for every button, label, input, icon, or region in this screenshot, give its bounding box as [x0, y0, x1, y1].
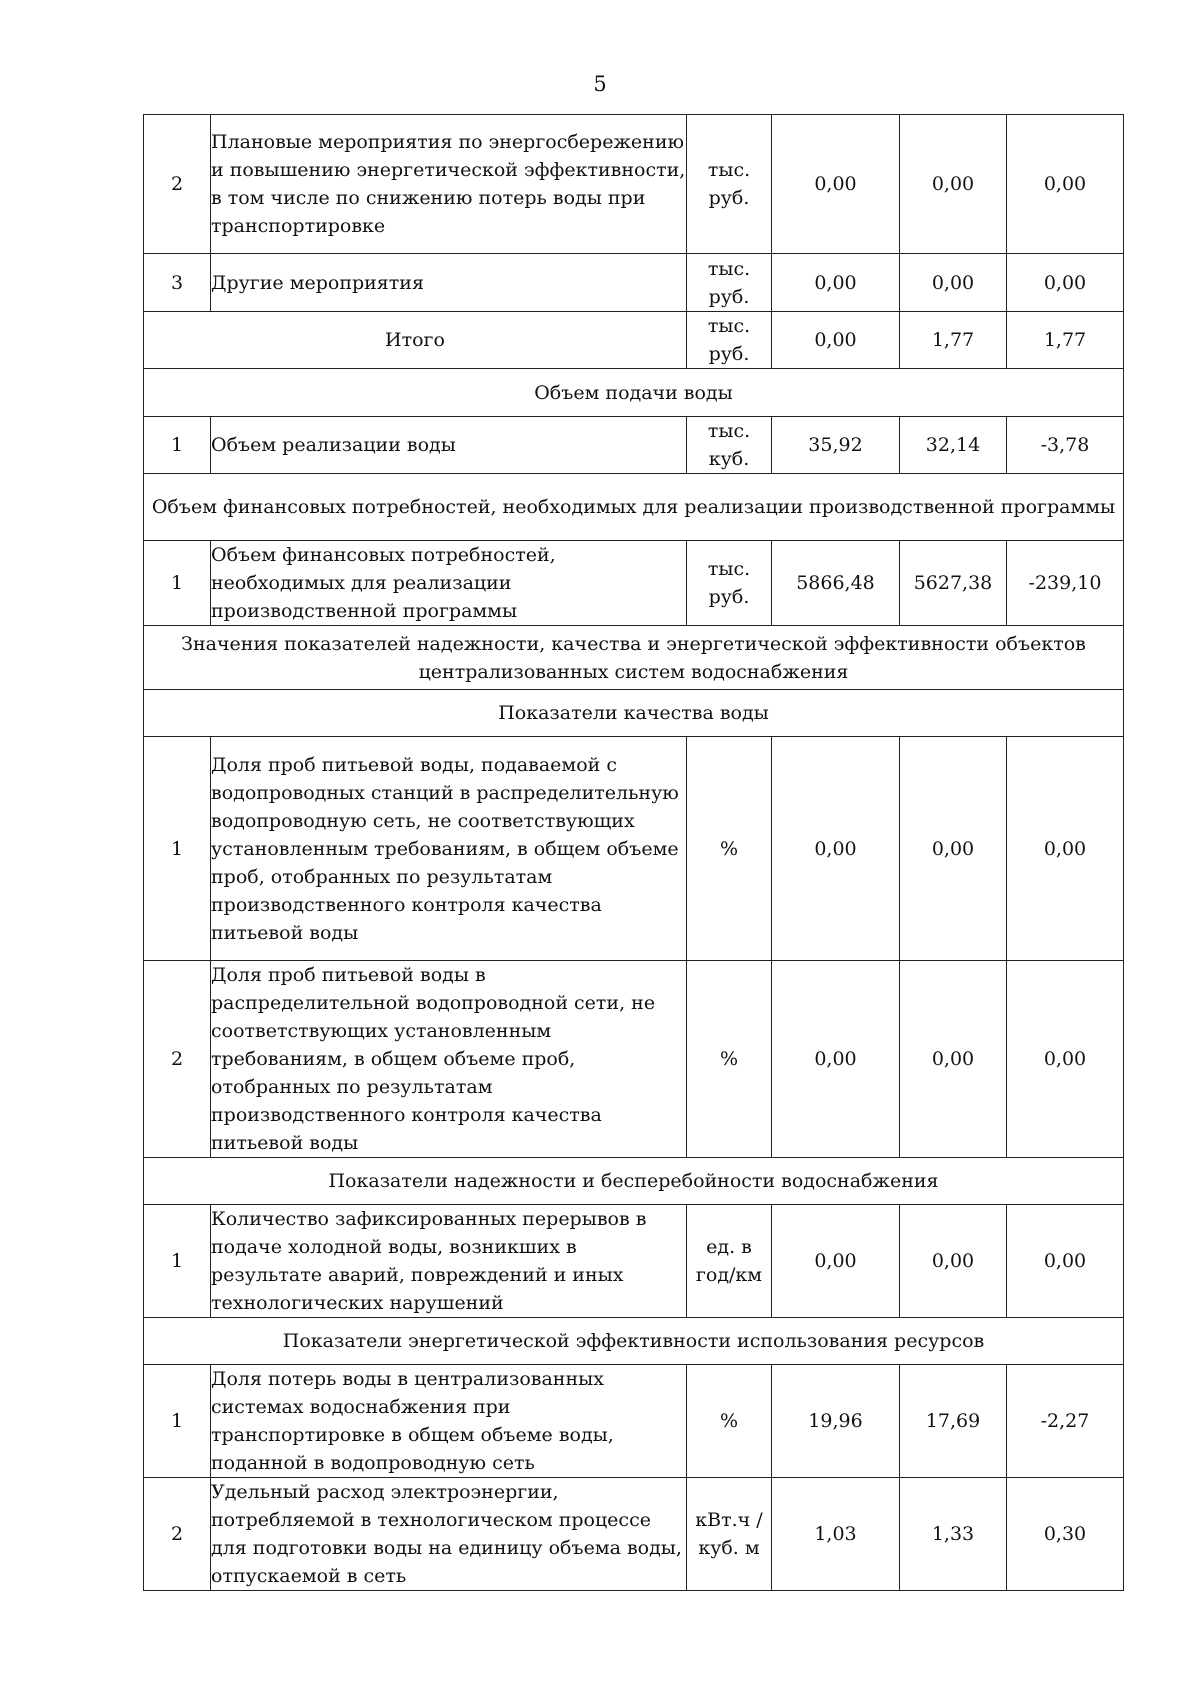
- value-cell: 0,00: [772, 961, 900, 1158]
- section-header-row: [144, 474, 1124, 541]
- value-cell: 0,00: [772, 254, 900, 312]
- total-row: [144, 312, 1124, 369]
- row-name: Доля потерь воды в централизованных системах водоснабжения при транспортировке в общем объеме воды, поданной в водопроводную сеть: [211, 1365, 687, 1478]
- row-name: Объем реализации воды: [211, 417, 687, 474]
- row-name: Другие мероприятия: [211, 254, 687, 312]
- section-header-row: [144, 1318, 1124, 1365]
- row-name: Доля проб питьевой воды в распределительной водопроводной сети, не соответствующих установленным требованиям, в общем объеме проб, отобранных по результатам производственного контроля качества питьевой воды: [211, 961, 687, 1158]
- value-cell: 0,00: [1007, 1205, 1124, 1318]
- row-number: 1: [144, 1365, 211, 1478]
- table-row: [144, 737, 1124, 961]
- row-unit: тыс. руб.: [687, 254, 772, 312]
- row-number: 1: [144, 1205, 211, 1318]
- value-cell: 0,00: [772, 115, 900, 254]
- row-unit: %: [687, 1365, 772, 1478]
- table-row: [144, 1365, 1124, 1478]
- section-header-row: [144, 1158, 1124, 1205]
- section-title: Показатели качества воды: [144, 690, 1124, 737]
- row-number: 1: [144, 417, 211, 474]
- row-unit: тыс. руб.: [687, 541, 772, 626]
- section-header-row: [144, 369, 1124, 417]
- value-cell: 0,00: [900, 1205, 1007, 1318]
- value-cell: 32,14: [900, 417, 1007, 474]
- table-row: [144, 1205, 1124, 1318]
- table-row: [144, 961, 1124, 1158]
- section-title: Объем подачи воды: [144, 369, 1124, 417]
- row-unit: тыс. руб.: [687, 312, 772, 369]
- row-unit: тыс. руб.: [687, 115, 772, 254]
- value-cell: 5627,38: [900, 541, 1007, 626]
- value-cell: 1,03: [772, 1478, 900, 1591]
- section-title: Объем финансовых потребностей, необходимых для реализации производственной программы: [144, 474, 1124, 541]
- value-cell: 0,00: [1007, 115, 1124, 254]
- value-cell: 19,96: [772, 1365, 900, 1478]
- value-cell: 1,77: [900, 312, 1007, 369]
- section-title: Значения показателей надежности, качества и энергетической эффективности объектов централизованных систем водоснабжения: [144, 626, 1124, 690]
- table-row: [144, 417, 1124, 474]
- table-row: [144, 1478, 1124, 1591]
- row-name: Количество зафиксированных перерывов в подаче холодной воды, возникших в результате аварий, повреждений и иных технологических нарушений: [211, 1205, 687, 1318]
- value-cell: 1,33: [900, 1478, 1007, 1591]
- row-unit: %: [687, 961, 772, 1158]
- value-cell: 17,69: [900, 1365, 1007, 1478]
- section-header-row: [144, 626, 1124, 690]
- section-title: Показатели надежности и бесперебойности водоснабжения: [144, 1158, 1124, 1205]
- row-number: 1: [144, 541, 211, 626]
- row-name: Удельный расход электроэнергии, потребляемой в технологическом процессе для подготовки воды на единицу объема воды, отпускаемой в сеть: [211, 1478, 687, 1591]
- total-label: Итого: [144, 312, 687, 369]
- table-row: [144, 541, 1124, 626]
- value-cell: -3,78: [1007, 417, 1124, 474]
- row-number: 2: [144, 1478, 211, 1591]
- value-cell: 0,00: [900, 254, 1007, 312]
- value-cell: -2,27: [1007, 1365, 1124, 1478]
- row-name: Плановые мероприятия по энергосбережению и повышению энергетической эффективности, в том числе по снижению потерь воды при транспортировке: [211, 115, 687, 254]
- value-cell: 0,00: [1007, 961, 1124, 1158]
- value-cell: 0,00: [1007, 737, 1124, 961]
- value-cell: 0,00: [772, 312, 900, 369]
- row-number: 3: [144, 254, 211, 312]
- value-cell: 5866,48: [772, 541, 900, 626]
- row-number: 2: [144, 961, 211, 1158]
- value-cell: 0,00: [900, 115, 1007, 254]
- row-unit: кВт.ч / куб. м: [687, 1478, 772, 1591]
- row-unit: %: [687, 737, 772, 961]
- value-cell: 0,00: [772, 737, 900, 961]
- value-cell: 1,77: [1007, 312, 1124, 369]
- row-unit: ед. в год/км: [687, 1205, 772, 1318]
- row-number: 2: [144, 115, 211, 254]
- table-row: [144, 115, 1124, 254]
- row-name: Объем финансовых потребностей, необходимых для реализации производственной программы: [211, 541, 687, 626]
- value-cell: 0,00: [900, 737, 1007, 961]
- row-number: 1: [144, 737, 211, 961]
- indicators-table: [143, 114, 1124, 1591]
- value-cell: -239,10: [1007, 541, 1124, 626]
- row-unit: тыс. куб.: [687, 417, 772, 474]
- value-cell: 35,92: [772, 417, 900, 474]
- page-number: 5: [593, 72, 607, 96]
- value-cell: 0,00: [1007, 254, 1124, 312]
- section-title: Показатели энергетической эффективности использования ресурсов: [144, 1318, 1124, 1365]
- value-cell: 0,00: [772, 1205, 900, 1318]
- section-header-row: [144, 690, 1124, 737]
- table-row: [144, 254, 1124, 312]
- value-cell: 0,30: [1007, 1478, 1124, 1591]
- value-cell: 0,00: [900, 961, 1007, 1158]
- row-name: Доля проб питьевой воды, подаваемой с водопроводных станций в распределительную водопроводную сеть, не соответствующих установленным требованиям, в общем объеме проб, отобранных по результатам производственного контроля качества питьевой воды: [211, 737, 687, 961]
